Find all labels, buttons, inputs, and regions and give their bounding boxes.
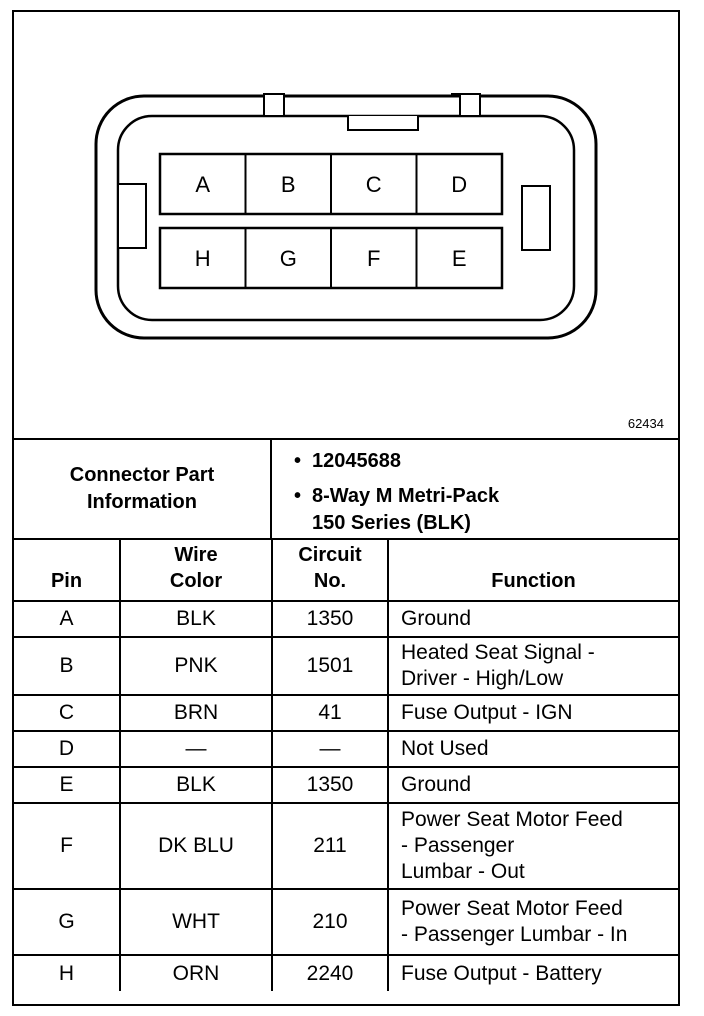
pin-cell: B	[14, 637, 120, 695]
connector-sheet	[12, 10, 680, 1006]
latch-tab-left	[264, 94, 284, 116]
circuit-cell: 210	[272, 889, 388, 955]
pin-cavity-grid	[160, 154, 502, 288]
cavity-label-f: F	[367, 246, 381, 271]
function-cell: Fuse Output - Battery	[388, 955, 678, 991]
circuit-cell: 41	[272, 695, 388, 731]
pin-cell: A	[14, 601, 120, 637]
wire-color-cell: BLK	[120, 767, 272, 803]
cavity-label-h: H	[194, 246, 211, 271]
cavity-label-c: C	[365, 172, 382, 197]
pin-cell: F	[14, 803, 120, 889]
side-ear-left	[118, 184, 146, 248]
cavity-label-b: B	[280, 172, 296, 197]
circuit-cell: 211	[272, 803, 388, 889]
pin-cell: G	[14, 889, 120, 955]
wire-color-cell: —	[120, 731, 272, 767]
connector-type-item	[294, 483, 678, 537]
wire-color-cell: ORN	[120, 955, 272, 991]
part-number-item	[294, 448, 678, 475]
pin-cell: C	[14, 695, 120, 731]
wire-color-cell: BRN	[120, 695, 272, 731]
cavity-label-e: E	[451, 246, 467, 271]
table-row	[14, 955, 678, 991]
connector-diagram	[14, 12, 678, 438]
cavity-label-g: G	[279, 246, 297, 271]
bullet-icon: •	[294, 450, 302, 472]
connector-inner-housing	[118, 116, 574, 320]
part-number: 12045688	[312, 450, 401, 472]
header-pin: Pin	[14, 538, 120, 601]
function-cell: Heated Seat Signal - Driver - High/Low	[388, 637, 678, 695]
circuit-cell: 1350	[272, 601, 388, 637]
bullet-icon: •	[294, 485, 302, 507]
pin-cell: D	[14, 731, 120, 767]
header-circuit-no: Circuit No.	[272, 538, 388, 601]
circuit-cell: 2240	[272, 955, 388, 991]
table-row	[14, 767, 678, 803]
wire-color-cell: DK BLU	[120, 803, 272, 889]
function-cell: Power Seat Motor Feed - Passenger Lumbar - In	[388, 889, 678, 955]
table-row	[14, 695, 678, 731]
wire-color-cell: BLK	[120, 601, 272, 637]
function-cell: Power Seat Motor Feed - Passenger Lumbar - Out	[388, 803, 678, 889]
drawing-number: 62434	[627, 416, 664, 431]
header-wire-color: Wire Color	[120, 538, 272, 601]
key-slot	[348, 116, 418, 130]
function-cell: Ground	[388, 767, 678, 803]
circuit-cell: 1350	[272, 767, 388, 803]
latch-tab-right	[460, 94, 480, 116]
cavity-label-d: D	[451, 172, 468, 197]
function-cell: Not Used	[388, 731, 678, 767]
part-info-label: Connector Part Information	[14, 440, 272, 538]
table-row	[14, 731, 678, 767]
connector-part-info	[14, 438, 678, 540]
header-function: Function	[388, 538, 678, 601]
circuit-cell: 1501	[272, 637, 388, 695]
pin-cell: E	[14, 767, 120, 803]
table-header-row	[14, 538, 678, 601]
pin-table	[14, 538, 678, 991]
cavity-label-a: A	[195, 172, 211, 197]
table-row	[14, 601, 678, 637]
function-cell: Fuse Output - IGN	[388, 695, 678, 731]
wire-color-cell: PNK	[120, 637, 272, 695]
connector-type: 8-Way M Metri-Pack 150 Series (BLK)	[312, 485, 500, 534]
function-cell: Ground	[388, 601, 678, 637]
circuit-cell: —	[272, 731, 388, 767]
table-row	[14, 889, 678, 955]
side-ear-right	[522, 186, 550, 250]
table-row	[14, 803, 678, 889]
pin-cell: H	[14, 955, 120, 991]
wire-color-cell: WHT	[120, 889, 272, 955]
table-row	[14, 637, 678, 695]
part-info-list	[272, 440, 678, 538]
